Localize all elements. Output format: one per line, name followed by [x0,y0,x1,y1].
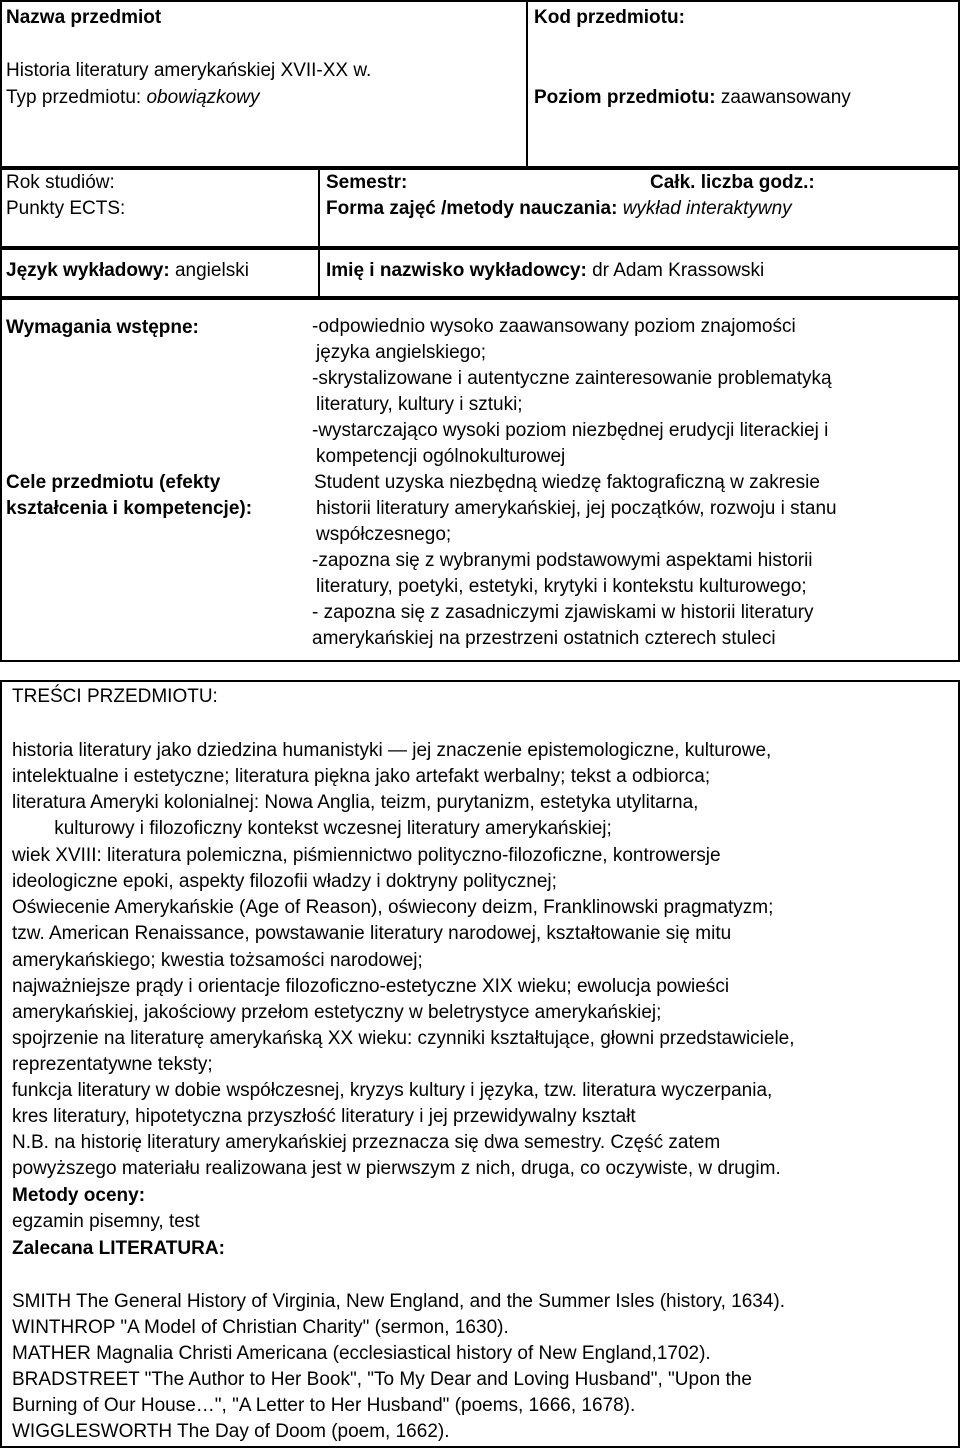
requirements-line: języka angielskiego; [316,342,487,363]
literature-item: BRADSTREET "The Author to Her Book", "To My Dear and Loving Husband", "Upon the [12,1369,752,1390]
language-lecturer-divider [318,248,320,298]
language-value: angielski [174,260,249,281]
requirements-line: -skrystalizowane i autentyczne zainteresowanie problematyką [312,368,832,389]
subject-name: Historia literatury amerykańskiej XVII-XX w. [6,60,372,81]
subject-name-label: Nazwa przedmiot [6,7,162,28]
content-line: powyższego materiału realizowana jest w pierwszym z nich, druga, co oczywiste, w drugim. [12,1158,781,1179]
content-line: amerykańskiego; kwestia tożsamości narodowej; [12,950,423,971]
year-label: Rok studiów: [6,172,115,193]
subject-type-value: obowiązkowy [146,87,260,108]
content-line: reprezentatywne teksty; [12,1054,213,1075]
header-divider [526,0,528,168]
language-label: Język wykładowy: [6,260,170,281]
goals-label-line2: kształcenia i kompetencje): [6,498,253,519]
lecturer-label: Imię i nazwisko wykładowcy: [326,260,587,281]
goals-line: Student uzyska niezbędną wiedzę faktograficzną w zakresie [314,472,820,493]
content-line: intelektualne i estetyczne; literatura piękna jako artefakt werbalny; tekst a odbiorca; [12,766,711,787]
requirements-line: -wystarczająco wysoki poziom niezbędnej erudycji literackiej i [312,420,829,441]
subject-code-label: Kod przedmiotu: [534,7,685,28]
literature-label: Zalecana LITERATURA: [12,1238,225,1259]
literature-item: WINTHROP "A Model of Christian Charity" (sermon, 1630). [12,1317,509,1338]
content-line: amerykańskiej, jakościowy przełom estetyczny w beletrystyce amerykańskiej; [12,1002,662,1023]
goals-line: - zapozna się z zasadniczymi zjawiskami w historii literatury [312,602,814,623]
lecturer [326,260,764,282]
literature-item: WIGGLESWORTH The Day of Doom (poem, 1662). [12,1421,450,1442]
content-line: N.B. na historię literatury amerykańskiej przeznacza się dwa semestry. Część zatem [12,1132,721,1153]
literature-item: SMITH The General History of Virginia, New England, and the Summer Isles (history, 1634). [12,1291,785,1312]
content-title: TREŚCI PRZEDMIOTU: [12,686,218,707]
requirements-line: -odpowiednio wysoko zaawansowany poziom znajomości [312,316,796,337]
assessment-label: Metody oceny: [12,1185,146,1206]
content-line: tzw. American Renaissance, powstawanie literatury narodowej, kształtowanie się mitu [12,923,732,944]
goals-line: amerykańskiej na przestrzeni ostatnich czterech stuleci [312,628,776,649]
hours-label: Całk. liczba godz.: [650,172,815,193]
goals-line: -zapozna się z wybranymi podstawowymi aspektami historii [312,550,813,571]
goals-line: literatury, poetyki, estetyki, krytyki i kontekstu kulturowego; [316,576,807,597]
requirements-line: literatury, kultury i sztuki; [316,394,523,415]
goals-line: historii literatury amerykańskiej, jej początków, rozwoju i stanu [316,498,837,519]
content-line: najważniejsze prądy i orientacje filozoficzno-estetyczne XIX wieku; ewolucja powieści [12,976,730,997]
teaching-form-value: wykład interaktywny [622,198,792,219]
content-line: spojrzenie na literaturę amerykańską XX wieku: czynniki kształtujące, głowni przedstawiciele, [12,1028,795,1049]
study-info-divider [318,168,320,248]
content-line: Oświecenie Amerykańskie (Age of Reason), oświecony deizm, Franklinowski pragmatyzm; [12,897,774,918]
assessment-value: egzamin pisemny, test [12,1211,200,1232]
goals-line: współczesnego; [316,524,452,545]
content-line: wiek XVIII: literatura polemiczna, piśmiennictwo polityczno-filozoficzne, kontrowersje [12,845,721,866]
content-line: literatura Ameryki kolonialnej: Nowa Anglia, teizm, purytanizm, estetyka utylitarna, [12,792,699,813]
level [534,87,851,109]
content-line: funkcja literatury w dobie współczesnej, kryzys kultury i języka, tzw. literatura wyczerpania, [12,1080,773,1101]
level-value: zaawansowany [720,87,851,108]
teaching-form [326,198,792,220]
requirements-line: kompetencji ogólnokulturowej [316,446,566,467]
level-label: Poziom przedmiotu: [534,87,716,108]
requirements-label: Wymagania wstępne: [6,317,199,338]
subject-type-label: Typ przedmiotu: [6,87,142,108]
literature-item: Burning of Our House…", "A Letter to Her Husband" (poems, 1666, 1678). [12,1395,636,1416]
semester-label: Semestr: [326,172,408,193]
lecturer-value: dr Adam Krassowski [592,260,765,281]
literature-item: MATHER Magnalia Christi Americana (ecclesiastical history of New England,1702). [12,1343,711,1364]
language [6,260,249,282]
content-line: kres literatury, hipotetyczna przyszłość literatury i jej przewidywalny kształt [12,1106,636,1127]
subject-type [6,87,259,109]
ects-label: Punkty ECTS: [6,198,126,219]
content-line: historia literatury jako dziedzina humanistyki — jej znaczenie epistemologiczne, kulturowe, [12,740,772,761]
goals-label-line1: Cele przedmiotu (efekty [6,472,221,493]
content-line: kulturowy i filozoficzny kontekst wczesnej literatury amerykańskiej; [12,818,612,839]
content-line: ideologiczne epoki, aspekty filozofii władzy i doktryny politycznej; [12,871,557,892]
teaching-form-label: Forma zajęć /metody nauczania: [326,198,618,219]
